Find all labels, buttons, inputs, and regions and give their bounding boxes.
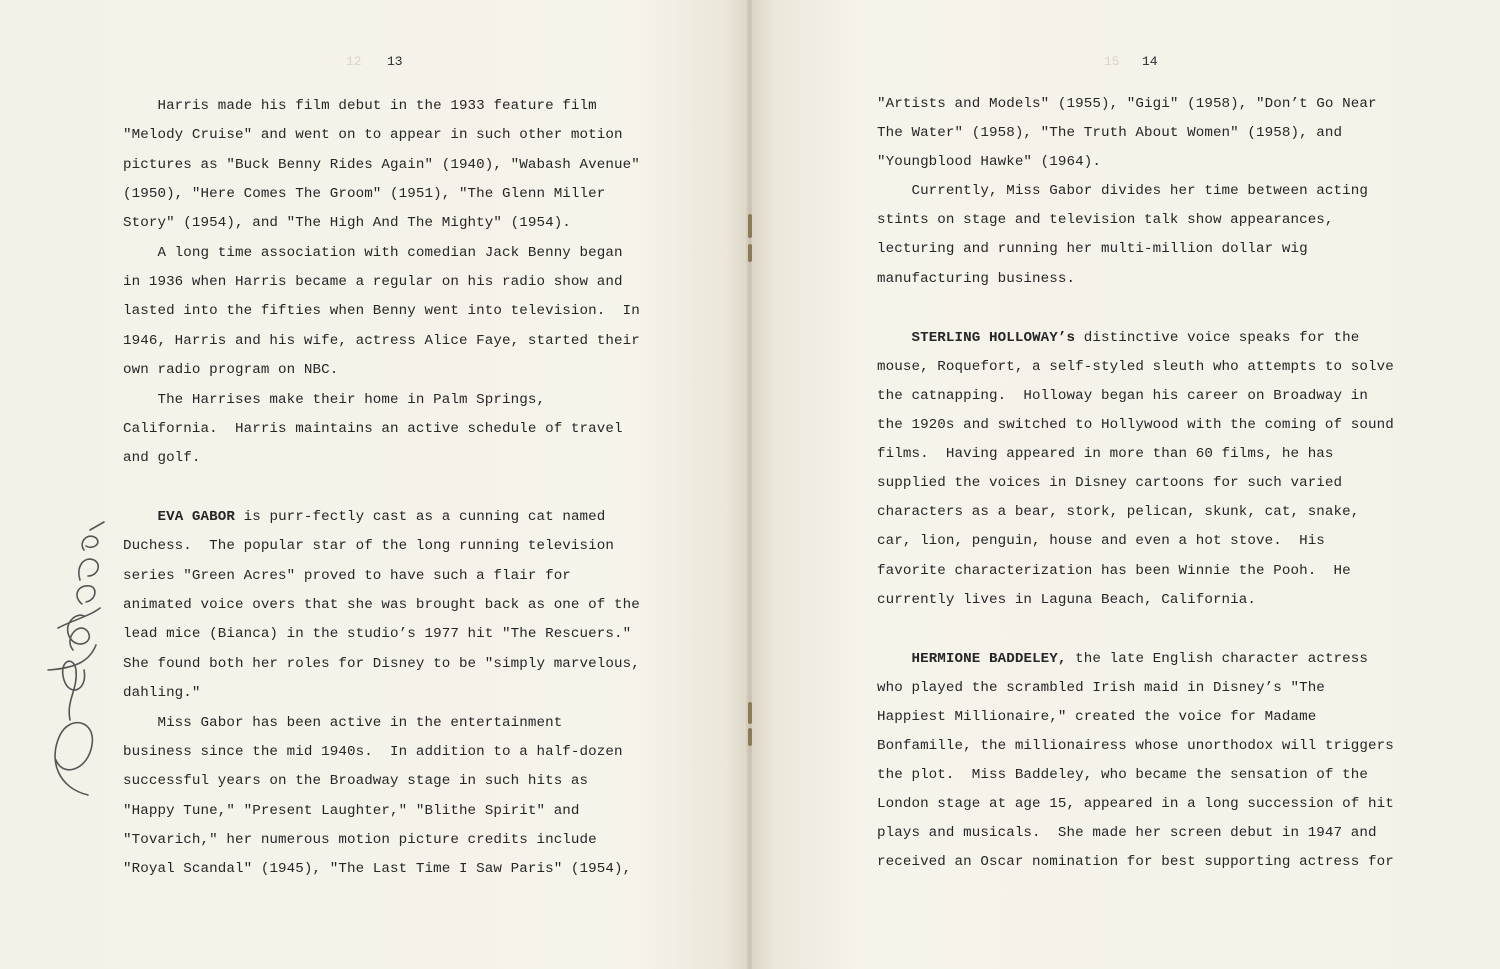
line-text: distinctive voice speaks for the — [1075, 330, 1360, 346]
text-line — [123, 597, 640, 613]
line-text: Currently, Miss Gabor divides her time between acting — [877, 183, 1368, 199]
line-text: own radio program on NBC. — [123, 362, 339, 378]
line-text: dahling." — [123, 685, 201, 701]
bleed-through-page-number: 15 — [1104, 54, 1120, 69]
text-line — [123, 333, 640, 349]
text-line — [877, 854, 1394, 870]
line-text: the plot. Miss Baddeley, who became the sensation of the — [877, 767, 1368, 783]
text-line — [877, 359, 1394, 375]
text-line — [123, 509, 605, 525]
indent — [877, 330, 911, 346]
text-line — [877, 241, 1308, 257]
line-text: "Tovarich," her numerous motion picture credits include — [123, 832, 597, 848]
line-text: 1946, Harris and his wife, actress Alice Faye, started their — [123, 333, 640, 349]
text-line — [123, 773, 588, 789]
text-line — [877, 796, 1394, 812]
text-line — [877, 533, 1325, 549]
text-line — [877, 680, 1325, 696]
text-line — [123, 245, 623, 261]
line-text: The Harrises make their home in Palm Springs, — [123, 392, 546, 408]
line-text: the 1920s and switched to Hollywood with the coming of sound — [877, 417, 1394, 433]
line-text: supplied the voices in Disney cartoons for such varied — [877, 475, 1343, 491]
line-text: London stage at age 15, appeared in a long succession of hit — [877, 796, 1394, 812]
line-text: Story" (1954), and "The High And The Mighty" (1954). — [123, 215, 571, 231]
line-text: plays and musicals. She made her screen debut in 1947 and — [877, 825, 1377, 841]
line-text: California. Harris maintains an active schedule of travel — [123, 421, 623, 437]
text-line — [877, 563, 1351, 579]
text-line — [877, 154, 1101, 170]
text-line — [123, 803, 580, 819]
text-line — [877, 271, 1075, 287]
line-text: currently lives in Laguna Beach, California. — [877, 592, 1257, 608]
text-line — [877, 96, 1377, 112]
line-text: the catnapping. Holloway began his career on Broadway in — [877, 388, 1368, 404]
line-text: business since the mid 1940s. In addition to a half-dozen — [123, 744, 623, 760]
line-text: car, lion, penguin, house and even a hot stove. His — [877, 533, 1325, 549]
line-text: who played the scrambled Irish maid in Disney’s "The — [877, 680, 1325, 696]
right-page — [752, 0, 1500, 969]
line-text: Miss Gabor has been active in the entertainment — [123, 715, 563, 731]
line-text: lecturing and running her multi-million dollar wig — [877, 241, 1308, 257]
line-text: in 1936 when Harris became a regular on his radio show and — [123, 274, 623, 290]
line-text: received an Oscar nomination for best supporting actress for — [877, 854, 1394, 870]
text-line — [123, 744, 623, 760]
line-text: Happiest Millionaire," created the voice for Madame — [877, 709, 1317, 725]
text-line — [123, 303, 640, 319]
line-text: The Water" (1958), "The Truth About Women" (1958), and — [877, 125, 1343, 141]
text-line — [123, 392, 545, 408]
text-line — [123, 538, 614, 554]
text-line — [877, 504, 1359, 520]
text-line — [123, 626, 631, 642]
text-line — [123, 186, 605, 202]
text-line — [123, 98, 597, 114]
text-line — [877, 475, 1342, 491]
text-line — [877, 767, 1368, 783]
line-text: "Happy Tune," "Present Laughter," "Blithe Spirit" and — [123, 803, 580, 819]
text-line — [877, 738, 1394, 754]
bleed-through-page-number: 12 — [346, 54, 362, 69]
text-line — [877, 183, 1368, 199]
line-text: characters as a bear, stork, pelican, skunk, cat, snake, — [877, 504, 1360, 520]
indent — [877, 651, 911, 667]
text-line — [123, 568, 571, 584]
line-text: animated voice overs that she was brought back as one of the — [123, 597, 640, 613]
text-line — [123, 715, 562, 731]
text-line — [123, 362, 338, 378]
line-text: films. Having appeared in more than 60 films, he has — [877, 446, 1334, 462]
text-line — [877, 592, 1256, 608]
text-line — [123, 157, 640, 173]
text-line — [123, 861, 631, 877]
page-number: 13 — [387, 54, 403, 69]
page-number: 14 — [1142, 54, 1158, 69]
text-line — [123, 450, 201, 466]
text-line — [123, 656, 640, 672]
line-text: manufacturing business. — [877, 271, 1076, 287]
bold-name: STERLING HOLLOWAY’s — [911, 330, 1076, 346]
line-text: Harris made his film debut in the 1933 feature film — [123, 98, 597, 114]
text-line — [877, 651, 1368, 667]
line-text: Duchess. The popular star of the long running television — [123, 538, 614, 554]
left-page — [0, 0, 748, 969]
line-text: and golf. — [123, 450, 201, 466]
text-line — [123, 832, 597, 848]
text-line — [877, 212, 1334, 228]
text-line — [123, 274, 623, 290]
indent — [123, 509, 157, 525]
bold-name: HERMIONE BADDELEY, — [911, 651, 1067, 667]
text-line — [877, 825, 1377, 841]
text-line — [877, 388, 1368, 404]
line-text: A long time association with comedian Jack Benny began — [123, 245, 623, 261]
text-line — [877, 125, 1342, 141]
text-line — [123, 421, 623, 437]
text-line — [877, 446, 1334, 462]
autograph-signature — [18, 520, 118, 810]
line-text: "Youngblood Hawke" (1964). — [877, 154, 1101, 170]
line-text: the late English character actress — [1066, 651, 1369, 667]
line-text: pictures as "Buck Benny Rides Again" (1940), "Wabash Avenue" — [123, 157, 640, 173]
text-line — [877, 417, 1394, 433]
line-text: successful years on the Broadway stage in such hits as — [123, 773, 589, 789]
line-text: lasted into the fifties when Benny went into television. In — [123, 303, 640, 319]
text-line — [877, 709, 1316, 725]
line-text: mouse, Roquefort, a self-styled sleuth who attempts to solve — [877, 359, 1394, 375]
line-text: series "Green Acres" proved to have such a flair for — [123, 568, 571, 584]
line-text: (1950), "Here Comes The Groom" (1951), "The Glenn Miller — [123, 186, 606, 202]
line-text: is purr-fectly cast as a cunning cat named — [235, 509, 606, 525]
text-line — [877, 330, 1359, 346]
line-text: "Royal Scandal" (1945), "The Last Time I Saw Paris" (1954), — [123, 861, 632, 877]
line-text: Bonfamille, the millionairess whose unorthodox will triggers — [877, 738, 1394, 754]
text-line — [123, 685, 201, 701]
line-text: She found both her roles for Disney to be "simply marvelous, — [123, 656, 640, 672]
line-text: "Melody Cruise" and went on to appear in such other motion — [123, 127, 623, 143]
line-text: lead mice (Bianca) in the studio’s 1977 hit "The Rescuers." — [123, 626, 632, 642]
text-line — [123, 127, 623, 143]
bold-name: EVA GABOR — [157, 509, 235, 525]
line-text: favorite characterization has been Winnie the Pooh. He — [877, 563, 1351, 579]
line-text: stints on stage and television talk show appearances, — [877, 212, 1334, 228]
text-line — [123, 215, 571, 231]
line-text: "Artists and Models" (1955), "Gigi" (1958), "Don’t Go Near — [877, 96, 1377, 112]
